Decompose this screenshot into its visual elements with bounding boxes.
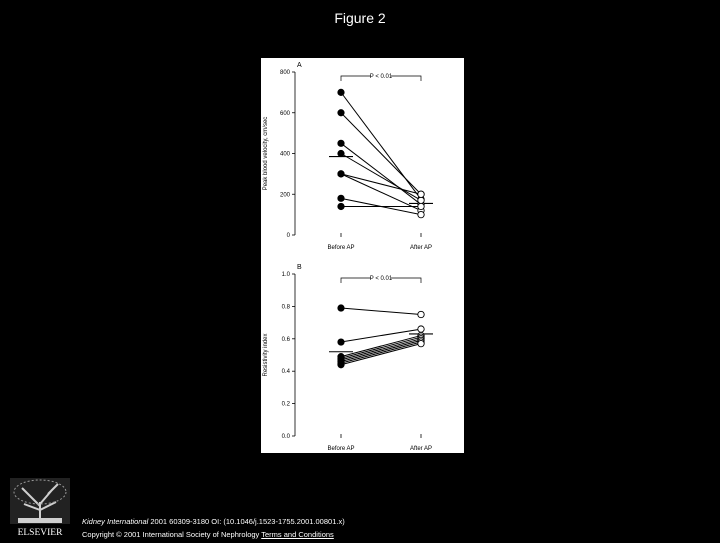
elsevier-logo <box>8 476 72 538</box>
point-after <box>418 197 424 203</box>
point-after <box>418 203 424 209</box>
y-tick-label: 0.8 <box>281 304 290 311</box>
series-line <box>341 336 421 357</box>
point-before <box>338 362 344 368</box>
citation-text: 2001 60309-3180 OI: (10.1046/j.1523-1755.2001.00801.x) <box>148 517 345 526</box>
series-line <box>341 113 421 195</box>
y-tick-label: 600 <box>279 110 290 117</box>
point-after <box>418 326 424 332</box>
x-tick-label: After AP <box>409 245 433 251</box>
journal-name: Kidney International <box>82 517 149 526</box>
point-after <box>418 191 424 197</box>
y-axis-label: Peak blood velocity, cm/sec <box>263 116 269 191</box>
series-line <box>341 340 421 361</box>
series-line <box>341 143 421 204</box>
y-tick-label: 800 <box>279 70 290 76</box>
y-tick-label: 0.4 <box>281 369 290 376</box>
point-before <box>338 339 344 345</box>
y-tick-label: 400 <box>279 151 290 158</box>
panel-label: A <box>297 62 302 69</box>
point-after <box>418 340 424 346</box>
y-tick-label: 0.2 <box>281 401 290 408</box>
figure-svg <box>261 58 464 453</box>
significance-label: P < 0.01 <box>369 74 393 80</box>
citation-line <box>82 515 345 528</box>
series-line <box>341 308 421 314</box>
x-tick-label: Before AP <box>327 446 355 452</box>
series-line <box>341 174 421 211</box>
copyright-text: Copyright © 2001 International Society of Nephrology <box>82 530 262 539</box>
x-tick-label: Before AP <box>327 245 355 251</box>
point-before <box>338 110 344 116</box>
point-after <box>418 211 424 217</box>
point-before <box>338 89 344 95</box>
significance-label: P < 0.01 <box>369 276 393 282</box>
figure-panel <box>261 58 464 453</box>
series-line <box>341 92 421 199</box>
elsevier-logo-text: ELSEVIER <box>17 528 63 538</box>
point-before <box>338 140 344 146</box>
x-tick-label: After AP <box>409 446 433 452</box>
point-before <box>338 195 344 201</box>
point-before <box>338 171 344 177</box>
figure-title: Figure 2 <box>334 10 386 26</box>
point-before <box>338 150 344 156</box>
panel-label: B <box>297 264 302 271</box>
y-tick-label: 0.6 <box>281 336 290 343</box>
y-tick-label: 0.0 <box>281 434 290 440</box>
caption <box>82 515 345 541</box>
y-tick-label: 200 <box>279 192 290 199</box>
y-axis-label: Resistivity index <box>263 333 269 377</box>
copyright-line <box>82 528 345 541</box>
y-tick-label: 1.0 <box>281 272 290 278</box>
point-after <box>418 311 424 317</box>
point-before <box>338 203 344 209</box>
series-line <box>341 344 421 365</box>
terms-link[interactable]: Terms and Conditions <box>261 530 334 539</box>
y-tick-label: 0 <box>286 233 290 239</box>
elsevier-tree-icon <box>8 476 72 538</box>
point-before <box>338 305 344 311</box>
series-line <box>341 339 421 360</box>
series-line <box>341 342 421 363</box>
